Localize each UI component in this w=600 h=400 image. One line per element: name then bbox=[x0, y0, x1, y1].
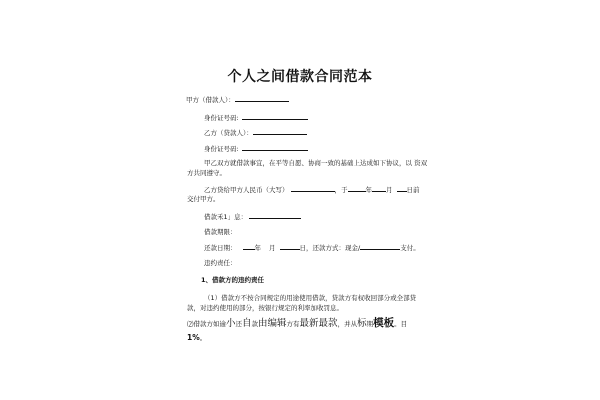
interest-row bbox=[204, 212, 301, 221]
document-title: 个人之间借款合同范本 bbox=[227, 69, 373, 85]
party-a-blank bbox=[235, 95, 289, 102]
repay-year: 年 bbox=[254, 244, 261, 252]
clause-2-part: 。目 bbox=[394, 320, 408, 328]
repay-year-blank bbox=[243, 243, 255, 250]
repay-month: 月 bbox=[269, 244, 276, 252]
lend-yuan: ，于 bbox=[334, 186, 348, 194]
clause-2-part: 标 bbox=[357, 318, 367, 329]
clause-2-part: 由编辑 bbox=[258, 318, 287, 329]
lend-month-blank bbox=[372, 185, 386, 192]
lend-amount-blank bbox=[291, 185, 335, 192]
repay-end: 支付。 bbox=[400, 244, 420, 252]
clause-1-line-2: 款，对违约使用的部分，按银行规定的利率加收罚息。 bbox=[187, 304, 343, 312]
clause-2-part: 款 bbox=[251, 320, 259, 328]
repay-method: 日，还款方式：现金/ bbox=[299, 244, 361, 252]
clause-2-part: 自 bbox=[242, 318, 252, 329]
id-b-row bbox=[204, 144, 308, 153]
clause-2-part: 还 bbox=[235, 320, 243, 328]
repay-method-blank bbox=[360, 243, 400, 250]
id-a-blank bbox=[242, 113, 308, 120]
term-label: 借款期限： bbox=[204, 228, 237, 236]
intro-line-1: 甲乙双方就借款事宜，在平等自愿、协商一致的基础上达成如下协议，以 资双 bbox=[204, 159, 428, 167]
party-b-blank bbox=[253, 128, 307, 135]
clause-2-part: 期 bbox=[366, 320, 374, 328]
party-b-label: 乙方（贷款人）： bbox=[204, 129, 253, 137]
clause-2-part: 小 bbox=[226, 318, 236, 329]
clause-2-part: ，并从 bbox=[337, 320, 358, 328]
clause-2-part: 最新最款 bbox=[299, 318, 338, 329]
liability-label: 违约责任： bbox=[204, 259, 237, 267]
intro-line-2: 方共同遵守。 bbox=[187, 169, 226, 177]
party-a-label: 甲方（借款人）： bbox=[186, 96, 235, 104]
repay-label: 还款日期： bbox=[204, 244, 237, 252]
id-a-row bbox=[204, 113, 308, 122]
party-b-row bbox=[204, 128, 307, 137]
lend-year: 年 bbox=[365, 186, 372, 194]
repay-row bbox=[204, 243, 420, 252]
interest-blank bbox=[249, 212, 301, 219]
lend-line-2: 交付甲方。 bbox=[187, 195, 220, 203]
clause-1-line-1: （1）借款方不按合同规定的用途使用借款，贷款方有权收回部分或全部贷 bbox=[204, 294, 417, 302]
section-1-heading: 1、借款方的违约责任 bbox=[201, 276, 265, 284]
id-b-blank bbox=[242, 144, 308, 151]
interest-label: 借款禾1」息： bbox=[204, 213, 248, 221]
clause-2-part: 方有 bbox=[286, 320, 300, 328]
lend-label: 乙方贷给甲方人民币（大写） bbox=[204, 186, 289, 194]
id-b-label: 身份证号码: bbox=[204, 145, 239, 153]
party-a-row bbox=[186, 95, 289, 104]
lend-row bbox=[204, 185, 420, 194]
lend-month: 月 bbox=[386, 186, 393, 194]
clause-2-part: 模板 bbox=[373, 317, 395, 329]
lend-year-blank bbox=[348, 185, 366, 192]
lend-day-blank bbox=[397, 185, 407, 192]
clause-2-part: ⑵借款方如逾 bbox=[187, 320, 226, 328]
clause-2-rate: 1% bbox=[187, 333, 200, 342]
clause-2-line-1 bbox=[187, 316, 407, 331]
clause-2-end: 。 bbox=[199, 334, 207, 342]
id-a-label: 身份证号码: bbox=[204, 114, 239, 122]
clause-2-line-2 bbox=[187, 332, 206, 344]
lend-day: 日前 bbox=[406, 186, 420, 194]
repay-day-blank bbox=[280, 243, 300, 250]
